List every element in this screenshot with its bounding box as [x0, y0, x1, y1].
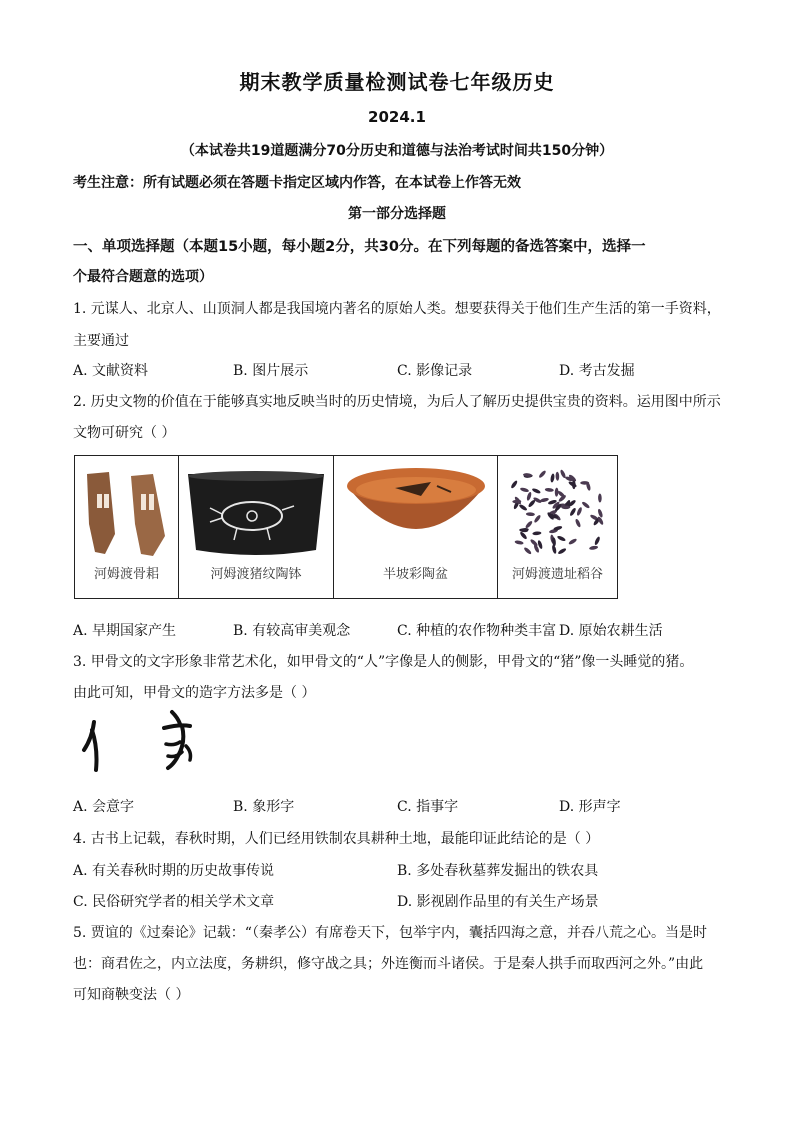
section-instructions-2: 个最符合题意的选项） [73, 269, 213, 285]
q3-option-d: D. 形声字 [559, 799, 621, 815]
q4-stem-1: 4. 古书上记载，春秋时期，人们已经用铁制农具耕种土地，最能印证此结论的是（ ） [73, 831, 600, 847]
q4-option-b: B. 多处春秋墓葬发掘出的铁农具 [397, 863, 599, 879]
q5-stem-1: 5. 贾谊的《过秦论》记载：“（秦孝公）有席卷天下，包举宇内，囊括四海之意，并吞八荒之心。当是时 [73, 925, 707, 941]
oracle-ren-glyph-icon [84, 722, 97, 770]
q3-stem-1: 3. 甲骨文的文字形象非常艺术化，如甲骨文的“人”字像是人的侧影，甲骨文的“猪”像一头睡觉的猪。 [73, 654, 694, 670]
q5-stem-3: 可知商鞅变法（ ） [73, 987, 190, 1003]
oracle-pig-glyph-icon [164, 712, 191, 768]
q1-option-d: D. 考古发掘 [559, 363, 635, 379]
rice-grains-icon [498, 462, 617, 562]
artifact-caption: 河姆渡骨耜 [93, 567, 159, 582]
q3-option-a: A. 会意字 [73, 799, 135, 815]
q4-option-d: D. 影视剧作品里的有关生产场景 [397, 894, 599, 910]
q1-option-b: B. 图片展示 [233, 363, 309, 379]
artifact-cell-bone-spade [75, 456, 179, 598]
q4-option-a: A. 有关春秋时期的历史故事传说 [73, 863, 275, 879]
exam-date: 2024.1 [368, 108, 426, 126]
exam-title: 期末教学质量检测试卷七年级历史 [239, 70, 555, 94]
pig-pottery-bowl-icon [179, 462, 333, 562]
section-instructions-1: 一、单项选择题（本题15小题，每小题2分，共30分。在下列每题的备选答案中，选择一 [73, 239, 646, 255]
artifact-cell-painted-basin [334, 456, 498, 598]
artifact-caption: 河姆渡猪纹陶钵 [210, 567, 302, 582]
painted-pottery-basin-icon [334, 462, 497, 562]
q4-option-c: C. 民俗研究学者的相关学术文章 [73, 894, 275, 910]
q1-stem-1: 1. 元谋人、北京人、山顶洞人都是我国境内著名的原始人类。想要获得关于他们生产生活的第一手资料， [73, 301, 721, 317]
exam-notice: 考生注意：所有试题必须在答题卡指定区域内作答，在本试卷上作答无效 [73, 175, 521, 191]
q5-stem-2: 也：商君佐之，内立法度，务耕织，修守战之具；外连衡而斗诸侯。于是秦人拱手而取西河之外。”由此 [73, 956, 704, 972]
q1-option-a: A. 文献资料 [73, 363, 149, 379]
q2-option-d: D. 原始农耕生活 [559, 623, 663, 639]
q2-option-b: B. 有较高审美观念 [233, 623, 351, 639]
q2-stem-1: 2. 历史文物的价值在于能够真实地反映当时的历史情境，为后人了解历史提供宝贵的资料。运用图中所示 [73, 394, 721, 410]
artifact-caption: 半坡彩陶盆 [382, 567, 448, 582]
q3-option-c: C. 指事字 [397, 799, 459, 815]
q3-option-b: B. 象形字 [233, 799, 295, 815]
artifact-cell-pig-bowl [179, 456, 334, 598]
exam-note: （本试卷共19道题满分70分历史和道德与法治考试时间共150分钟） [180, 143, 614, 159]
q3-stem-2: 由此可知，甲骨文的造字方法多是（ ） [73, 685, 316, 701]
part-title: 第一部分选择题 [348, 206, 446, 222]
q2-option-a: A. 早期国家产生 [73, 623, 177, 639]
oracle-bone-glyphs [76, 708, 206, 778]
q2-option-c: C. 种植的农作物种类丰富 [397, 623, 557, 639]
bone-spade-icon [75, 462, 178, 562]
artifact-cell-rice-grains [498, 456, 617, 598]
q1-option-c: C. 影像记录 [397, 363, 473, 379]
q1-stem-2: 主要通过 [73, 333, 129, 349]
artifact-figure-table [74, 455, 618, 599]
q2-stem-2: 文物可研究（ ） [73, 425, 176, 441]
artifact-caption: 河姆渡遗址稻谷 [511, 567, 603, 582]
